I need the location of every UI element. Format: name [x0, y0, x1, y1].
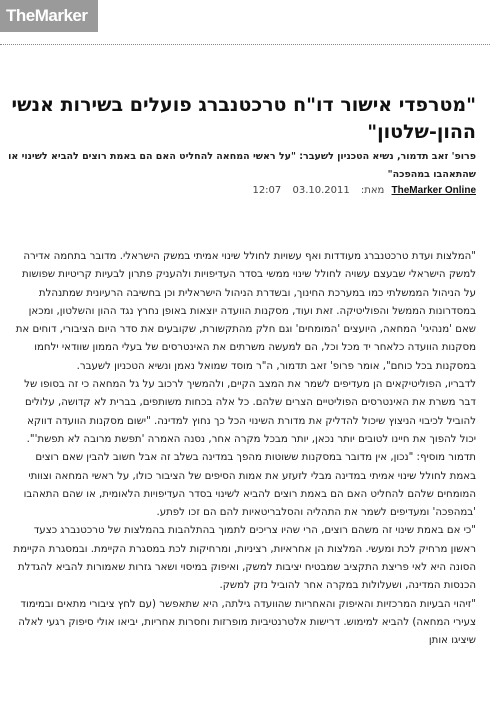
article-subtitle: פרופ' זאב תדמור, נשיא הטכניון לשעבר: "על ראשי המחאה להחליט האם הם באמת רוצים להביא לשינוי או שהתאהבו במהפכה" [8, 151, 476, 180]
themarker-logo[interactable] [0, 0, 98, 32]
article-paragraph: "המלצות ועדת טרכטנברג מעודדות ואף עשויות לחולל שינוי אמיתי במשק הישראלי. מדובר בתחמה אדירה למשק הישראלי שבעצם עשויה לחולל שינוי ממשי בסדר העדיפויות ולהעניק פתרון לבעיות קריטיות שפושות על הניהול הממשלתי כמו במערכת החינוך, ובשדרת הניהול הישראלית וכן בחשיבה הרעיונית שמתנהלת במסדרונות הממשל והפוליטיקה. זאת ועוד, מסקנות הוועדה יוצאות באופן נחרץ נגד ההון והשלטון, ומכאן שאם 'מנהיגי' המחאה, היועצים 'המומחים' וגם חלק מהתקשורת, שקובעים את סדר היום הציבורי, דוחים את מסקנות הוועדה כלאחר יד מכל וכל, הם למעשה משרתים את האינטרסים של בעלי הממון שוודאי ילחמו במסקנות בכל כוחם", אומר פרופ' זאב תדמור, ה"ר מוסד שמואל נאמן ונשיא הטכניון לשעבר. [15, 251, 476, 372]
article-paragraph: תדמור מוסיף: "נכון, אין מדובר במסקנות ששוטות מהפך במדינה בשלב זה אבל חשוב להבין שאם רוצים באמת לחולל שינוי אמיתי במדינה מבלי לזעזע את אמות הסיפים של הציבור כולו, על ראשי המחאה וצוותי המומחים שלהם להחליט האם הם באמת רוצים להביא לשינוי בסדר העדיפויות הלאומית, או שהם התאהבו 'במהפכה' ומעדיפים לשמר את התהליה והסלבריטאיות להם הם זכו לפתע. [23, 452, 476, 519]
article-headline: "מטרפדי אישור דו"ח טרכטנברג פועלים בשירות אנשי ההון-שלטון" [11, 94, 476, 143]
logo-text: TheMarker [6, 6, 88, 25]
article-paragraph: לדבריו, הפוליטיקאים הן מעדיפים לשמר את המצב הקיים, ולהמשיך לרכוב על גל המחאה כי זה בסופו של דבר משרת את האינטרסים הפוליטיים הצרים שלהם. כל אלה בכחות משותפים, בברית לא קדושה, עלולים להוביל לכיבוי הניצוץ שיכול להדליק את מדורת השינוי הכל כך נחוץ למדינה. "ישום מסקנות הוועדה דווקא יכול להפוך את חיינו לטובים יותר נכאן, יותר מבכל מקרה אחר, נסנה האמרה 'תפשת מרובה לא תפשת'". [24, 379, 476, 445]
article-paragraph: "זיהוי הבעיות המרכזיות והאיפוק והאחריות שהוועדה גילתה, היא שתאפשר (עם לחץ ציבורי מתאים ובמימוד צעירי המחאה) להביא למימוש. דרישות אלטרנטיביות מופרזות וחסרות אחריות, יביאו אולי סיפוק רגעי לאלה שיציגו אותן [18, 598, 476, 647]
source-link[interactable]: TheMarker Online [391, 185, 476, 196]
article-paragraph: "כי אם באמת שינוי זה משהם רוצים, הרי שהיו צריכים לתמוך בהתלהבות בהמלצות של טרכטנברג כצעד ראשון מרחיק לכת ומעשי. המלצות הן אחראיות, רציניות, ומרחיקות לכת במסגרת הקיימת. ובמסגרת הקיימת הסונה היא לאי פריצת התקציב שמבטיח יציבות למשק, ואיפוק במיסוי ושאר גזרות שאמורות להביא להגדלת הכנסות המדינה, ושעלולות במקרה אחר להוביל נזק למשק. [13, 525, 476, 592]
article-byline [8, 184, 476, 198]
from-label: מאת: [360, 185, 385, 196]
article-time: 12:07 [252, 185, 282, 196]
article-date: 03.10.2011 [292, 185, 350, 196]
article-body [8, 248, 476, 651]
header-divider [0, 44, 490, 46]
